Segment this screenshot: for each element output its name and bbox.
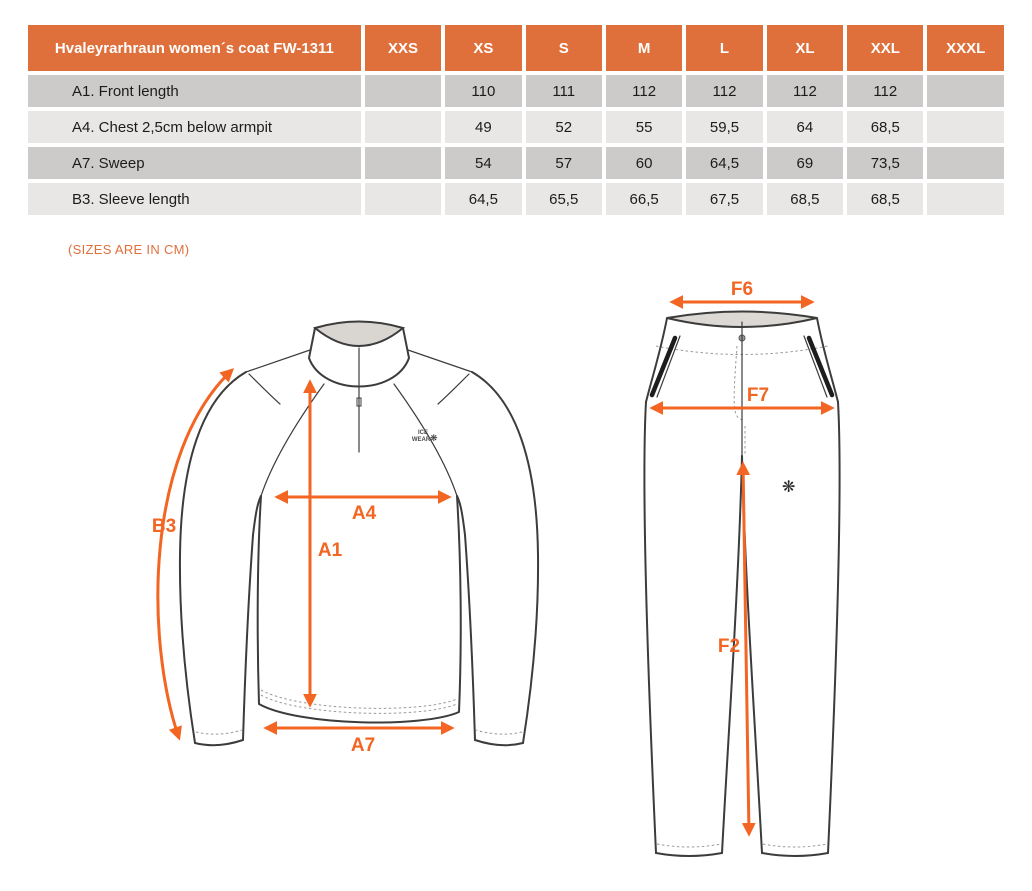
size-value-cell: 60 — [606, 147, 682, 179]
size-value-cell: 68,5 — [847, 111, 923, 143]
size-header-xxxl: XXXL — [927, 25, 1004, 71]
f6-label: F6 — [730, 280, 754, 300]
row-label: A4. Chest 2,5cm below armpit — [28, 111, 361, 143]
size-value-cell — [365, 147, 441, 179]
size-header-xxs: XXS — [365, 25, 441, 71]
size-value-cell: 66,5 — [606, 183, 682, 215]
f2-label: F2 — [717, 636, 741, 657]
jacket-outline — [180, 322, 538, 746]
size-header-xxl: XXL — [847, 25, 923, 71]
size-value-cell: 59,5 — [686, 111, 762, 143]
size-value-cell: 67,5 — [686, 183, 762, 215]
table-title: Hvaleyrarhraun women´s coat FW-1311 — [28, 25, 361, 71]
jacket-measure-arrows — [152, 370, 452, 756]
size-value-cell: 68,5 — [767, 183, 843, 215]
size-value-cell — [927, 111, 1004, 143]
a1-label: A1 — [317, 540, 343, 561]
table-row — [28, 111, 1004, 143]
size-value-cell: 110 — [445, 75, 521, 107]
size-header-l: L — [686, 25, 762, 71]
size-header-m: M — [606, 25, 682, 71]
size-value-cell: 73,5 — [847, 147, 923, 179]
size-value-cell: 54 — [445, 147, 521, 179]
size-header-xl: XL — [767, 25, 843, 71]
size-value-cell — [927, 183, 1004, 215]
row-label: A7. Sweep — [28, 147, 361, 179]
size-value-cell: 112 — [847, 75, 923, 107]
size-value-cell: 64,5 — [445, 183, 521, 215]
f2-arrow — [743, 464, 749, 834]
pants-diagram — [612, 280, 912, 880]
size-value-cell: 55 — [606, 111, 682, 143]
jacket-logo — [412, 430, 438, 444]
a4-label: A4 — [351, 503, 377, 524]
logo-text-ice: ICE — [417, 430, 429, 436]
size-value-cell — [927, 147, 1004, 179]
size-value-cell: 49 — [445, 111, 521, 143]
size-value-cell: 64 — [767, 111, 843, 143]
size-value-cell: 112 — [686, 75, 762, 107]
size-value-cell — [365, 183, 441, 215]
jacket-diagram — [133, 300, 583, 770]
table-row — [28, 147, 1004, 179]
f7-label: F7 — [746, 385, 770, 406]
size-header-xs: XS — [445, 25, 521, 71]
table-row — [28, 75, 1004, 107]
collar-inner — [315, 322, 403, 347]
size-value-cell: 111 — [526, 75, 602, 107]
row-label: B3. Sleeve length — [28, 183, 361, 215]
size-value-cell — [927, 75, 1004, 107]
size-value-cell: 65,5 — [526, 183, 602, 215]
size-table — [24, 21, 1008, 219]
size-value-cell: 64,5 — [686, 147, 762, 179]
sizes-note: (SIZES ARE IN CM) — [68, 242, 190, 257]
size-value-cell: 69 — [767, 147, 843, 179]
table-header-row — [28, 25, 1004, 71]
table-row — [28, 183, 1004, 215]
pants-outline — [644, 312, 839, 857]
logo-text-wear: WEAR — [411, 437, 431, 443]
row-label: A1. Front length — [28, 75, 361, 107]
size-value-cell: 57 — [526, 147, 602, 179]
b3-label: B3 — [151, 516, 177, 537]
size-value-cell — [365, 75, 441, 107]
snowflake-icon: ❋ — [430, 434, 438, 444]
snowflake-icon: ❋ — [782, 477, 796, 496]
size-header-s: S — [526, 25, 602, 71]
size-value-cell: 112 — [767, 75, 843, 107]
size-value-cell: 112 — [606, 75, 682, 107]
size-value-cell: 68,5 — [847, 183, 923, 215]
a7-label: A7 — [350, 735, 376, 756]
b3-arrow — [158, 370, 232, 738]
size-value-cell — [365, 111, 441, 143]
size-value-cell: 52 — [526, 111, 602, 143]
